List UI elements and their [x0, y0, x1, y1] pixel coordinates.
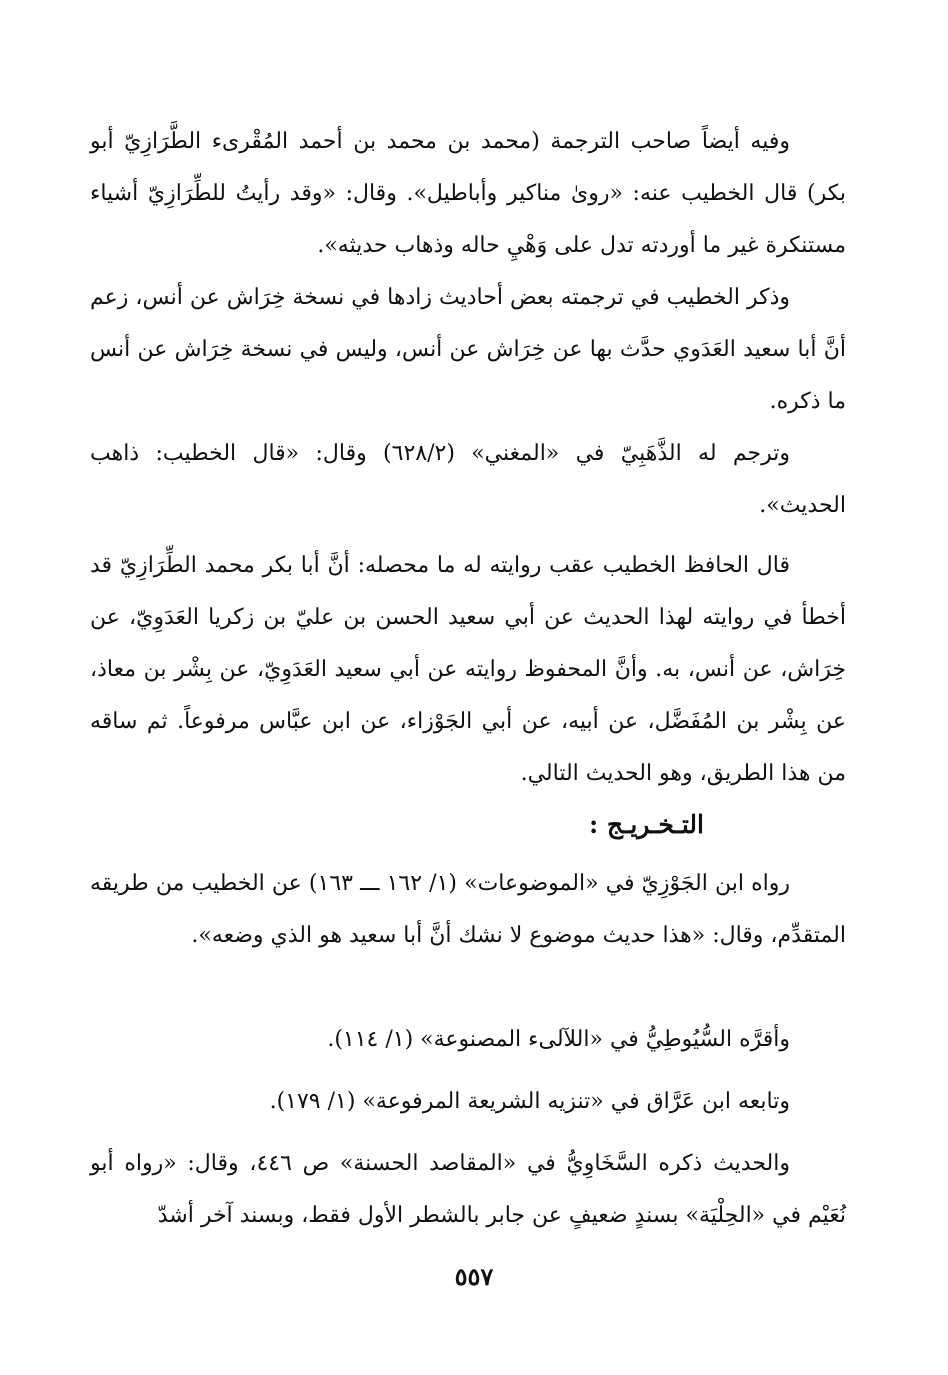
paragraph-dhahabi: وترجم له الذَّهَبِيّ في «المغني» (٦٢٨/٢) وقال: «قال الخطيب: ذاهب الحديث».	[90, 441, 846, 518]
paragraph-khatib-comment: قال الحافظ الخطيب عقب روايته له ما محصله: أنَّ أبا بكر محمد الطِّرَازِيّ قد أخطأ في روايته لهذا الحديث عن أبي سعيد الحسن بن عليّ بن زكريا العَدَوِيّ، عن خِرَاش، عن أنس، به. وأنَّ المحفوظ روايته عن أبي سعيد العَدَوِيّ، عن بِشْر بن معاذ، عن بِشْر بن المُفَضَّل، عن أبيه، عن أبي الجَوْزاء، عن ابن عبَّاس مرفوعاً. ثم ساقه من هذا الطريق، وهو الحديث التالي.	[90, 553, 846, 786]
page-number: ٥٥٧	[454, 1262, 494, 1291]
paragraph-sakhawi: والحديث ذكره السَّخَاوِيُّ في «المقاصد الحسنة» ص ٤٤٦، وقال: «رواه أبو نُعَيْم في «الحِلْيَة» بسندٍ ضعيفٍ عن جابر بالشطر الأول فقط، وبسند آخر أشدّ	[90, 1151, 846, 1228]
paragraph-ibn-arraq: وتابعه ابن عَرَّاق في «تنزيه الشريعة المرفوعة» (١/ ١٧٩).	[269, 1089, 790, 1114]
paragraph-suyuti: وأقرَّه السُّيُوطِيُّ في «اللآلىء المصنوعة» (١/ ١١٤).	[327, 1027, 790, 1052]
paragraph-tarazi-intro: وفيه أيضاً صاحب الترجمة (محمد بن محمد بن أحمد المُقْرىء الطَّرَازِيّ أبو بكر) قال الخطيب عنه: «روىٰ مناكير وأباطيل». وقال: «وقد رأيتُ للطِّرَازِيّ أشياء مستنكرة غير ما أوردته تدل على وَهْيِ حاله وذهاب حديثه».	[90, 129, 846, 258]
paragraph-khatib-nuskha: وذكر الخطيب في ترجمته بعض أحاديث زادها في نسخة خِرَاش عن أنس، زعم أنَّ أبا سعيد العَدَوي حدَّث بها عن خِرَاش عن أنس، وليس في نسخة خِرَاش عن أنس ما ذكره.	[90, 285, 847, 414]
paragraph-ibn-jawzi: رواه ابن الجَوْزِيّ في «الموضوعات» (١/ ١٦٢ ـــ ١٦٣) عن الخطيب من طريقه المتقدِّم، وقال: «هذا حديث موضوع لا نشك أنَّ أبا سعيد هو الذي وضعه».	[90, 871, 846, 948]
section-heading-takhrij: التـخـريـج :	[588, 810, 704, 839]
